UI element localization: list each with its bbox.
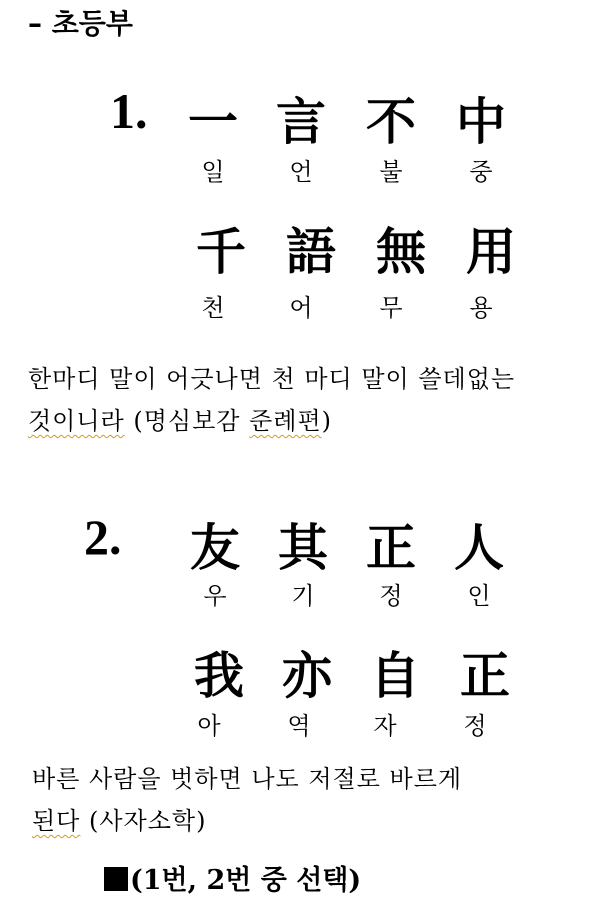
problem-2-reading-1: 우 (203, 582, 227, 610)
problem-1-reading-8: 용 (469, 294, 493, 322)
problem-1-number: 1. (110, 83, 148, 139)
problem-1-hanja-7: 無 (376, 222, 426, 281)
problem-2-reading-3: 정 (379, 582, 403, 610)
problem-2-hanja-5: 我 (194, 646, 244, 705)
problem-1-reading-6: 어 (289, 294, 313, 322)
problem-2-number: 2. (84, 509, 122, 565)
problem-1-hanja-5: 千 (196, 222, 246, 281)
problem-1-hanja-6: 語 (286, 222, 336, 281)
problem-2-meaning-word-a: 된다 (32, 807, 81, 835)
problem-2-hanja-4: 人 (454, 518, 504, 577)
problem-2-meaning (32, 758, 462, 842)
black-square-icon (104, 867, 128, 891)
problem-2-hanja-2: 其 (278, 518, 328, 577)
problem-1-hanja-1: 一 (188, 92, 238, 151)
problem-2-hanja-8: 正 (460, 646, 510, 705)
problem-2-hanja-3: 正 (366, 518, 416, 577)
problem-2-reading-4: 인 (467, 582, 491, 610)
problem-1-meaning-line-2 (28, 400, 515, 442)
problem-1-meaning (28, 358, 515, 442)
problem-1-hanja-2: 言 (276, 92, 326, 151)
problem-2-reading-7: 자 (373, 712, 397, 740)
problem-1-hanja-3: 不 (366, 92, 416, 151)
problem-2-hanja-6: 亦 (282, 646, 332, 705)
problem-2-hanja-7: 自 (370, 646, 420, 705)
problem-1-meaning-word-b: (명심보감 (124, 407, 250, 435)
selection-note (104, 858, 361, 897)
problem-1-reading-7: 무 (379, 294, 403, 322)
problem-2-reading-6: 역 (287, 712, 311, 740)
problem-1-hanja-4: 中 (456, 92, 506, 151)
selection-note-text: (1번, 2번 중 선택) (130, 865, 362, 896)
problem-2-reading-2: 기 (291, 582, 315, 610)
problem-1-reading-4: 중 (469, 158, 493, 186)
section-header: – 초등부 (28, 7, 133, 40)
problem-1-meaning-line-1: 한마디 말이 어긋나면 천 마디 말이 쓸데없는 (28, 365, 516, 393)
problem-2-meaning-line-2 (32, 800, 462, 842)
problem-1-meaning-word-d: ) (321, 407, 333, 435)
problem-2-reading-8: 정 (463, 712, 487, 740)
problem-1-hanja-8: 用 (466, 222, 516, 281)
problem-2-hanja-1: 友 (190, 518, 240, 577)
problem-2-meaning-line-1: 바른 사람을 벗하면 나도 저절로 바르게 (32, 765, 463, 793)
problem-2-meaning-word-b: (사자소학) (80, 807, 207, 835)
problem-1-reading-3: 불 (379, 158, 403, 186)
problem-1-reading-1: 일 (201, 158, 225, 186)
problem-2-reading-5: 아 (197, 712, 221, 740)
problem-1-meaning-word-c: 준례편 (249, 407, 322, 435)
problem-1-reading-5: 천 (201, 294, 225, 322)
problem-1-meaning-word-a: 것이니라 (28, 407, 125, 435)
problem-1-reading-2: 언 (289, 158, 313, 186)
